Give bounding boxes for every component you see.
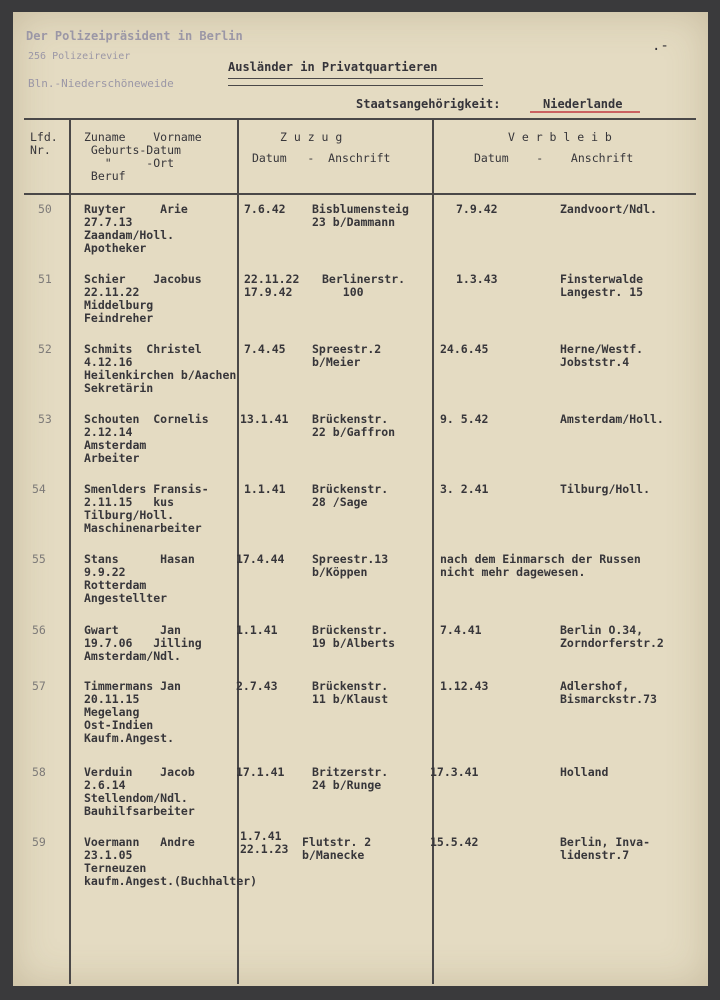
row-verbleib-address: Berlin, Inva- lidenstr.7 bbox=[560, 835, 651, 862]
row-verbleib-note: nach dem Einmarsch der Russen nicht mehr dagewesen. bbox=[440, 552, 641, 579]
header-zuzug-sub: Datum - Anschrift bbox=[252, 151, 391, 165]
row-zuzug-date: 1.1.41 bbox=[236, 623, 278, 637]
row-zuzug-date: 7.6.42 bbox=[244, 202, 286, 216]
row-verbleib-date: 17.3.41 bbox=[430, 765, 479, 779]
row-verbleib-address: Amsterdam/Holl. bbox=[560, 412, 664, 426]
row-zuzug-date: 2.7.43 bbox=[236, 679, 278, 693]
row-verbleib-date: 24.6.45 bbox=[440, 342, 489, 356]
row-verbleib-date: 7.4.41 bbox=[440, 623, 482, 637]
police-stamp-line1: Der Polizeipräsident in Berlin bbox=[26, 29, 243, 43]
row-verbleib-date: 1.3.43 bbox=[456, 272, 498, 286]
table-top-rule bbox=[24, 118, 696, 120]
row-person: Verduin Jacob 2.6.14 Stellendom/Ndl. Bauhilfsarbeiter bbox=[84, 765, 195, 818]
row-person: Voermann Andre 23.1.05 Terneuzen kaufm.Angest.(Buchhalter) bbox=[84, 835, 258, 888]
column-divider-3 bbox=[432, 118, 434, 984]
row-person: Gwart Jan 19.7.06 Jilling Amsterdam/Ndl. bbox=[84, 623, 202, 663]
header-verbleib-sub: Datum - Anschrift bbox=[474, 151, 634, 165]
page-title: Ausländer in Privatquartieren bbox=[228, 60, 438, 74]
row-number: 56 bbox=[32, 623, 46, 637]
row-zuzug-date: 17.1.41 bbox=[236, 765, 285, 779]
row-person: Stans Hasan 9.9.22 Rotterdam Angestellter bbox=[84, 552, 195, 605]
row-zuzug-address: Brückenstr. 22 b/Gaffron bbox=[312, 412, 396, 439]
corner-mark: .- bbox=[652, 38, 669, 54]
row-verbleib-address: Herne/Westf. Jobststr.4 bbox=[560, 342, 644, 369]
row-number: 58 bbox=[32, 765, 46, 779]
row-verbleib-date: 3. 2.41 bbox=[440, 482, 489, 496]
row-person: Smenlders Fransis- 2.11.15 kus Tilburg/Holl. Maschinenarbeiter bbox=[84, 482, 209, 535]
header-verbleib: V e r b l e i b bbox=[508, 130, 612, 144]
header-bottom-rule bbox=[24, 193, 696, 195]
row-verbleib-address: Berlin O.34, Zorndorferstr.2 bbox=[560, 623, 664, 650]
row-zuzug-date: 1.7.41 22.1.23 bbox=[240, 829, 289, 856]
row-zuzug-address: Spreestr.13 b/Köppen bbox=[312, 552, 389, 579]
header-nr: Lfd. Nr. bbox=[30, 130, 58, 157]
row-person: Schier Jacobus 22.11.22 Middelburg Feindreher bbox=[84, 272, 202, 325]
header-zuzug: Z u z u g bbox=[280, 130, 343, 144]
row-zuzug-date: 22.11.22 17.9.42 bbox=[244, 272, 300, 299]
row-number: 51 bbox=[38, 272, 52, 286]
row-zuzug-address: Spreestr.2 b/Meier bbox=[312, 342, 382, 369]
row-verbleib-address: Holland bbox=[560, 765, 609, 779]
row-zuzug-date: 7.4.45 bbox=[244, 342, 286, 356]
row-verbleib-address: Finsterwalde Langestr. 15 bbox=[560, 272, 644, 299]
row-zuzug-address: Berlinerstr. 100 bbox=[322, 272, 406, 299]
row-zuzug-address: Brückenstr. 28 /Sage bbox=[312, 482, 389, 509]
nationality-value: Niederlande bbox=[543, 97, 623, 111]
column-divider-1 bbox=[69, 118, 71, 984]
row-zuzug-date: 1.1.41 bbox=[244, 482, 286, 496]
nationality-underline bbox=[530, 111, 640, 113]
row-number: 54 bbox=[32, 482, 46, 496]
row-number: 50 bbox=[38, 202, 52, 216]
row-number: 57 bbox=[32, 679, 46, 693]
row-zuzug-address: Britzerstr. 24 b/Runge bbox=[312, 765, 389, 792]
nationality-label: Staatsangehörigkeit: bbox=[356, 97, 501, 111]
row-verbleib-date: 7.9.42 bbox=[456, 202, 498, 216]
row-number: 53 bbox=[38, 412, 52, 426]
row-number: 55 bbox=[32, 552, 46, 566]
row-number: 59 bbox=[32, 835, 46, 849]
police-stamp-line3: Bln.-Niederschöneweide bbox=[28, 77, 174, 90]
row-zuzug-address: Bisblumensteig 23 b/Dammann bbox=[312, 202, 409, 229]
row-verbleib-address: Adlershof, Bismarckstr.73 bbox=[560, 679, 657, 706]
row-number: 52 bbox=[38, 342, 52, 356]
row-zuzug-address: Brückenstr. 19 b/Alberts bbox=[312, 623, 396, 650]
row-person: Schmits Christel 4.12.16 Heilenkirchen b/Aachen Sekretärin bbox=[84, 342, 237, 395]
row-person: Timmermans Jan 20.11.15 Megelang Ost-Indien Kaufm.Angest. bbox=[84, 679, 181, 745]
row-zuzug-date: 17.4.44 bbox=[236, 552, 285, 566]
row-zuzug-address: Flutstr. 2 b/Manecke bbox=[302, 835, 372, 862]
row-verbleib-address: Zandvoort/Ndl. bbox=[560, 202, 657, 216]
header-person: Zuname Vorname Geburts-Datum " -Ort Beruf bbox=[84, 130, 202, 183]
row-verbleib-date: 1.12.43 bbox=[440, 679, 489, 693]
row-verbleib-date: 15.5.42 bbox=[430, 835, 479, 849]
row-person: Ruyter Arie 27.7.13 Zaandam/Holl. Apotheker bbox=[84, 202, 188, 255]
row-person: Schouten Cornelis 2.12.14 Amsterdam Arbeiter bbox=[84, 412, 209, 465]
row-verbleib-address: Tilburg/Holl. bbox=[560, 482, 651, 496]
row-verbleib-date: 9. 5.42 bbox=[440, 412, 489, 426]
row-zuzug-date: 13.1.41 bbox=[240, 412, 289, 426]
police-stamp-line2: 256 Polizeirevier bbox=[28, 51, 131, 62]
title-underline bbox=[228, 78, 483, 86]
row-zuzug-address: Brückenstr. 11 b/Klaust bbox=[312, 679, 389, 706]
